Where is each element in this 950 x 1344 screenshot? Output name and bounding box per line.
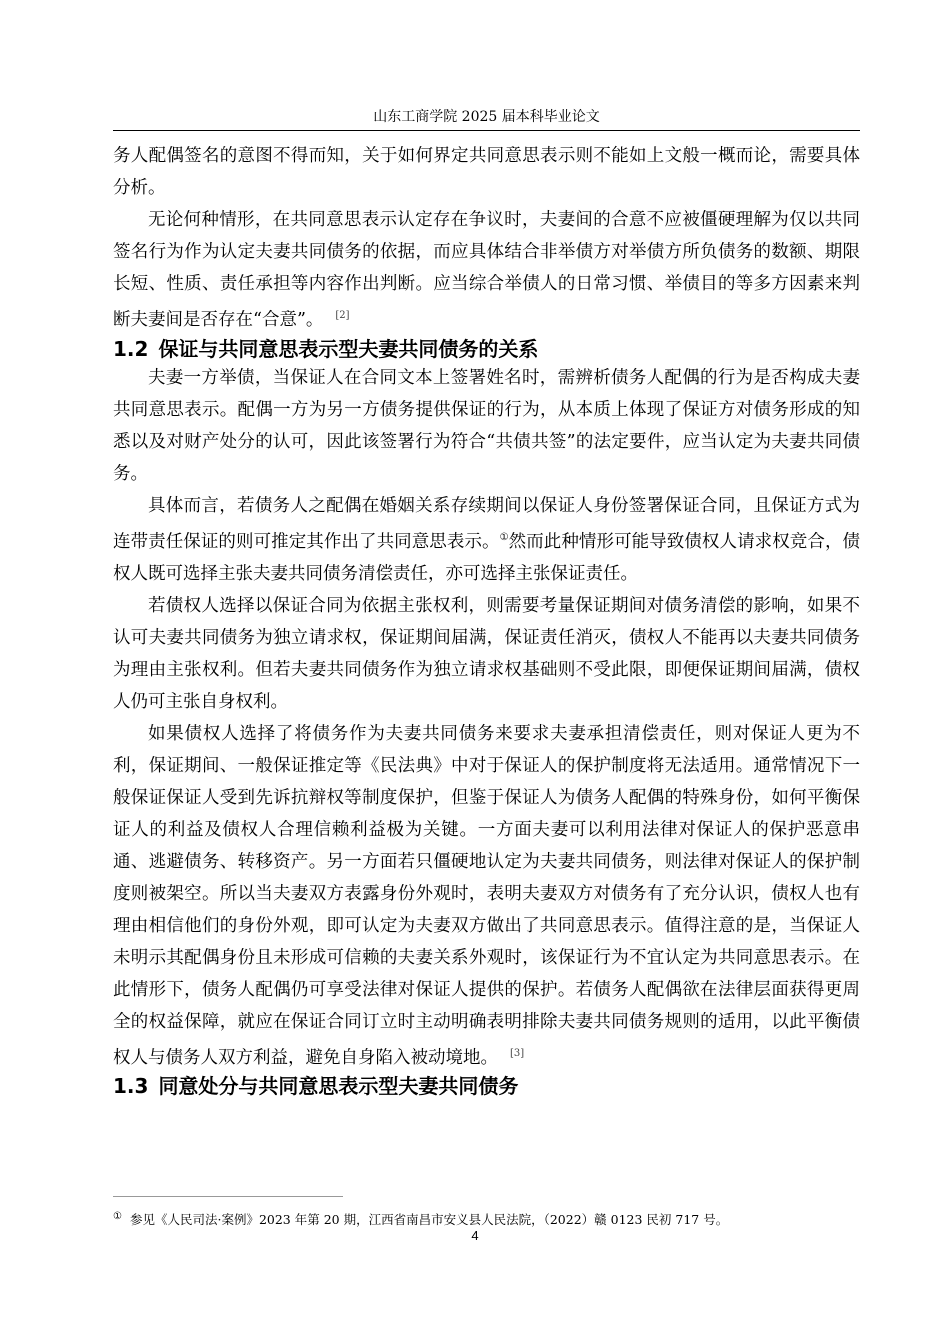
paragraph: 务人配偶签名的意图不得而知，关于如何界定共同意思表示则不能如上文般一概而论，需要具体分析。 [113, 146, 860, 198]
paragraph-text: 无论何种情形，在共同意思表示认定存在争议时，夫妻间的合意不应被僵硬理解为仅以共同签名行为作为认定夫妻共同债务的依据，而应具体结合非举债方对举债方所负债务的数额、期限长短、性质、责任承担等内容作出判断。应当综合举债人的日常习惯、举债目的等多方因素来判断夫妻间是否存在“合意”。 [113, 210, 860, 330]
section-heading-1-3 [113, 1073, 860, 1099]
section-number: 1.3 [113, 1074, 149, 1099]
paragraph [113, 204, 860, 336]
paragraph-text: 如果债权人选择了将债务作为夫妻共同债务来要求夫妻承担清偿责任，则对保证人更为不利，保证期间、一般保证推定等《民法典》中对于保证人的保护制度将无法适用。通常情况下一般保证保证人受到先诉抗辩权等制度保护，但鉴于保证人为债务人配偶的特殊身份，如何平衡保证人的利益及债权人合理信赖利益极为关键。一方面夫妻可以利用法律对保证人的保护恶意串通、逃避债务、转移资产。另一方面若只僵硬地认定为夫妻共同债务，则法律对保证人的保护制度则被架空。所以当夫妻双方表露身份外观时，表明夫妻双方对债务有了充分认识，债权人也有理由相信他们的身份外观，即可认定为夫妻双方做出了共同意思表示。值得注意的是，当保证人未明示其配偶身份且未形成可信赖的夫妻关系外观时，该保证行为不宜认定为共同意思表示。在此情形下，债务人配偶仍可享受法律对保证人提供的保护。若债务人配偶欲在法律层面获得更周全的权益保障，就应在保证合同订立时主动明确表明排除夫妻共同债务规则的适用，以此平衡债权人与债务人双方利益，避免自身陷入被动境地。 [113, 723, 860, 1068]
running-header: 山东工商学院 2025 届本科毕业论文 [373, 109, 600, 125]
paragraph [113, 490, 860, 590]
paragraph: 夫妻一方举债，当保证人在合同文本上签署姓名时，需辨析债务人配偶的行为是否构成夫妻共同意思表示。配偶一方为另一方债务提供保证的行为，从本质上体现了保证方对债务形成的知悉以及对财产处分的认可，因此该签署行为符合“共债共签”的法定要件，应当认定为夫妻共同债务。 [113, 367, 860, 484]
section-title: 同意处分与共同意思表示型夫妻共同债务 [158, 1074, 519, 1099]
paragraph: 若债权人选择以保证合同为依据主张权利，则需要考量保证期间对债务清偿的影响，如果不认可夫妻共同债务为独立请求权，保证期间届满，保证责任消灭，债权人不能再以夫妻共同债务为理由主张权利。但若夫妻共同债务作为独立请求权基础则不受此限，即便保证期间届满，债权人仍可主张自身权利。 [113, 595, 860, 712]
footnote-mark[interactable]: ① [499, 531, 509, 543]
section-title: 保证与共同意思表示型夫妻共同债务的关系 [158, 336, 539, 361]
header-divider [113, 130, 860, 131]
paragraph-text: 具体而言，若债务人之配偶在婚姻关系存续期间以保证人身份签署保证合同，且保证方式为连带责任保证的则可推定其作出了共同意思表示。 [113, 495, 860, 552]
page-number: 4 [471, 1228, 479, 1243]
citation-ref[interactable]: [3] [510, 1047, 525, 1059]
footnote-text: 参见《人民司法·案例》2023 年第 20 期，江西省南昌市安义县人民法院，（2022）赣 0123 民初 717 号。 [129, 1212, 729, 1228]
footnote-mark: ① [113, 1211, 122, 1222]
section-heading-1-2 [113, 336, 860, 362]
paragraph [113, 718, 860, 1074]
section-number: 1.2 [113, 336, 149, 361]
document-body [113, 140, 860, 1099]
footnote [113, 1208, 860, 1229]
footnote-divider [113, 1196, 343, 1197]
paragraph-text: 然而此种情形可能导致债权人请求权竞合，债权人既可选择主张夫妻共同债务清偿责任，亦可选择主张保证责任。 [113, 531, 861, 584]
citation-ref[interactable]: [2] [335, 310, 350, 321]
